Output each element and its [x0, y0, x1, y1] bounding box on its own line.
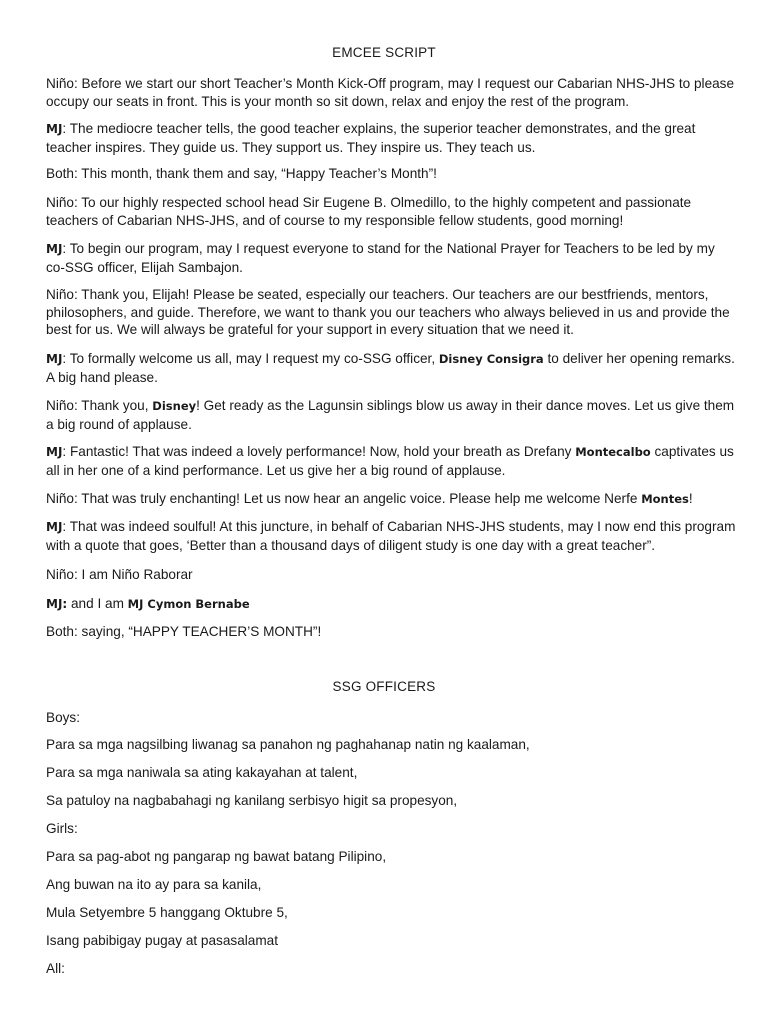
ssg-line: Girls: [46, 821, 78, 836]
person-name: Montecalbo [575, 445, 651, 459]
speaker-label: MJ [46, 242, 63, 256]
ssg-line: Ang buwan na ito ay para sa kanila, [46, 877, 262, 892]
script-paragraph-6 [46, 286, 736, 339]
ssg-line: Isang pabibigay pugay at pasasalamat [46, 933, 279, 948]
line-text: I am Niño Raborar [77, 567, 193, 582]
speaker-label: Niño: [46, 195, 78, 210]
script-paragraph-14 [46, 623, 736, 641]
speaker-label: MJ [46, 122, 63, 136]
line-text: : To begin our program, may I request everyone to stand for the National Prayer for Teachers to be led by my co-SSG officer, Elijah Sambajon. [46, 241, 715, 275]
script-paragraph-3 [46, 165, 736, 183]
script-paragraph-1 [46, 75, 736, 110]
speaker-label: Both: [46, 624, 78, 639]
ssg-line: Para sa mga naniwala sa ating kakayahan at talent, [46, 765, 358, 780]
script-paragraph-2 [46, 120, 736, 156]
script-paragraph-9 [46, 443, 736, 479]
line-text: Thank you, [77, 398, 153, 413]
script-paragraph-5 [46, 240, 736, 276]
line-text: ! Get ready as the Lagunsin siblings blow us away in their dance moves. Let us give them a big round of applause. [46, 398, 735, 432]
script-paragraph-10 [46, 490, 736, 509]
line-text: To our highly respected school head Sir Eugene B. Olmedillo, to the highly competent and passionate teachers of Cabarian NHS-JHS, and of course to my responsible fellow students, good morning! [46, 195, 692, 228]
speaker-label: Niño: [46, 76, 78, 91]
script-paragraph-8 [46, 397, 736, 433]
line-text: and I am [67, 596, 128, 611]
line-text: This month, thank them and say, “Happy Teacher’s Month”! [77, 166, 437, 181]
person-name: Montes [641, 492, 689, 506]
line-text: : Fantastic! That was indeed a lovely performance! Now, hold your breath as Drefany [62, 444, 576, 459]
line-text: saying, “HAPPY TEACHER’S MONTH”! [77, 624, 322, 639]
line-text: That was truly enchanting! Let us now hear an angelic voice. Please help me welcome Nerfe [77, 491, 642, 506]
ssg-line: Para sa mga nagsilbing liwanag sa panahon ng paghahanap natin ng kaalaman, [46, 737, 530, 752]
ssg-officers-title: SSG OFFICERS [332, 679, 436, 694]
person-name: MJ Cymon Bernabe [127, 597, 250, 611]
ssg-line: All: [46, 961, 65, 976]
speaker-label: MJ [46, 445, 63, 459]
script-paragraph-4 [46, 194, 736, 229]
line-text: Before we start our short Teacher’s Month Kick-Off program, may I request our Cabarian NHS-JHS to please occupy our seats in front. This is your month so sit down, relax and enjoy the rest of the program. [46, 76, 735, 109]
speaker-label: Niño: [46, 567, 78, 582]
emcee-script-title: EMCEE SCRIPT [332, 45, 436, 60]
ssg-line: Para sa pag-abot ng pangarap ng bawat batang Pilipino, [46, 849, 387, 864]
line-text: to deliver her opening remarks. A big hand please. [46, 351, 735, 385]
line-text: Thank you, Elijah! Please be seated, especially our teachers. Our teachers are our bestfriends, mentors, philosophers, and guide. Therefore, we want to thank you our teachers who always believed in us and provide the best for us. We will always be grateful for your support in every situation that we need it. [46, 287, 730, 337]
speaker-label: MJ [46, 352, 63, 366]
person-name: Disney Consigra [438, 352, 544, 366]
ssg-line: Sa patuloy na nagbabahagi ng kanilang serbisyo higit sa propesyon, [46, 793, 458, 808]
speaker-label: Niño: [46, 287, 78, 302]
speaker-label: Niño: [46, 491, 78, 506]
script-paragraph-12 [46, 566, 736, 584]
speaker-label: Both: [46, 166, 78, 181]
script-paragraph-13 [46, 595, 736, 614]
speaker-label: MJ: [46, 597, 68, 611]
line-text: ! [688, 491, 693, 506]
ssg-line: Boys: [46, 710, 80, 725]
ssg-line: Mula Setyembre 5 hanggang Oktubre 5, [46, 905, 288, 920]
line-text: : To formally welcome us all, may I request my co-SSG officer, [62, 351, 439, 366]
line-text: : The mediocre teacher tells, the good teacher explains, the superior teacher demonstrates, and the great teacher inspires. They guide us. They support us. They inspire us. They teach us. [46, 121, 696, 155]
line-text: captivates us all in her one of a kind performance. Let us give her a big round of applause. [46, 444, 734, 478]
speaker-label: MJ [46, 520, 63, 534]
speaker-label: Niño: [46, 398, 78, 413]
script-paragraph-11 [46, 518, 736, 554]
script-paragraph-7 [46, 350, 736, 386]
line-text: : That was indeed soulful! At this juncture, in behalf of Cabarian NHS-JHS students, may I now end this program with a quote that goes, ‘Better than a thousand days of diligent study is one day with a great teacher”. [46, 519, 736, 553]
person-name: Disney [152, 399, 197, 413]
